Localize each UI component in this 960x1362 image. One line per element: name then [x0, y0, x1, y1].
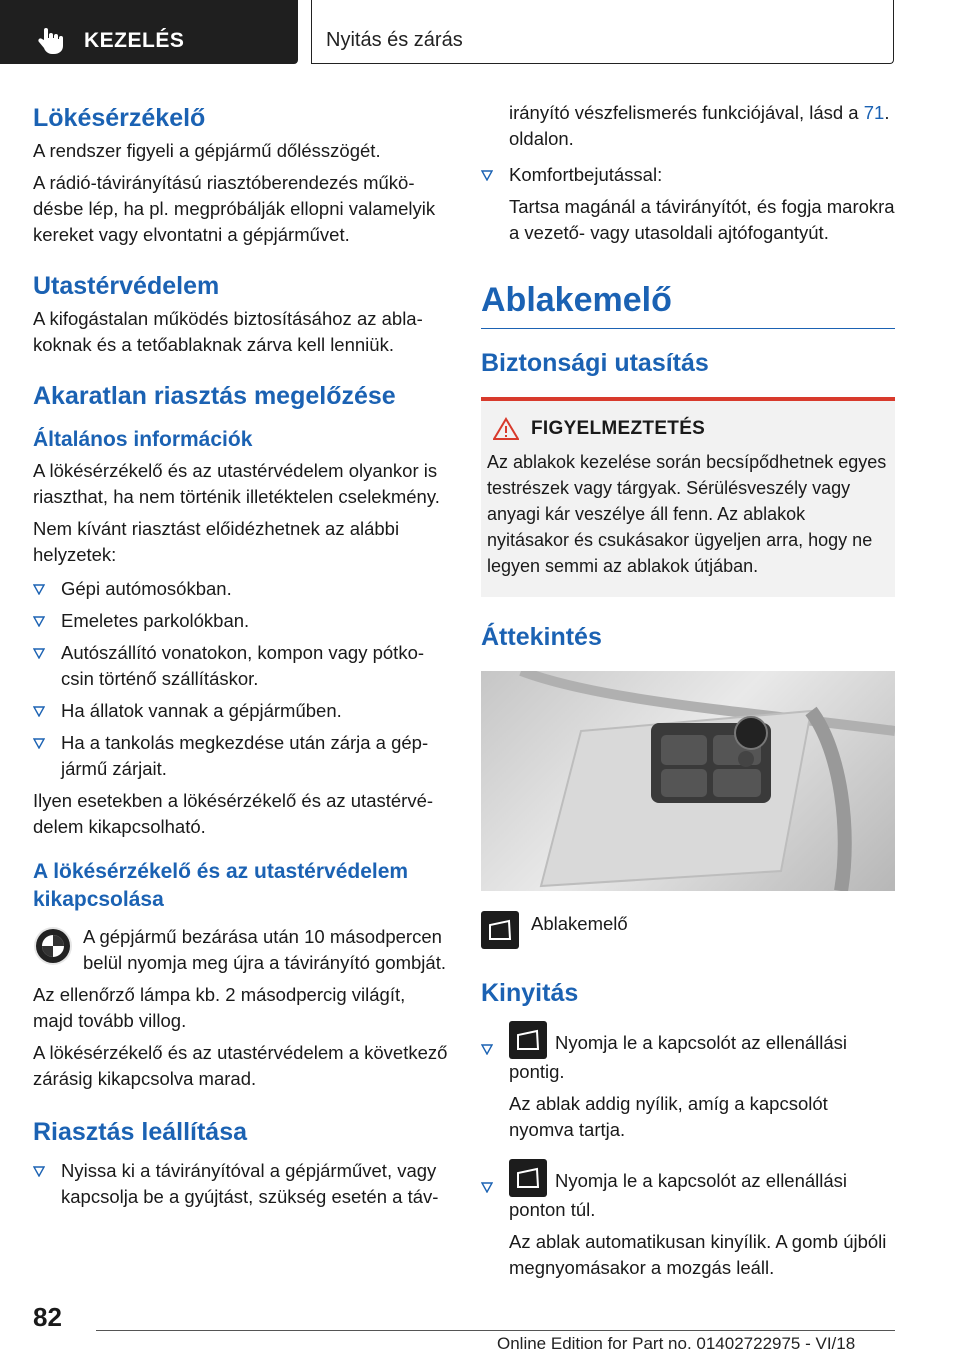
triangle-bullet-icon — [481, 1043, 493, 1055]
list-item: Ha a tankolás megkezdése után zárja a gépjármű zárjait. — [33, 730, 448, 782]
right-column — [481, 100, 895, 1281]
triangle-bullet-icon — [481, 1181, 493, 1193]
legend-label: Ablakemelő — [531, 913, 628, 934]
heading-shock-sensor: Lökésérzékelő — [33, 104, 206, 132]
warning-box — [481, 397, 895, 597]
heading-avoid-false-alarm: Akaratlan riasztás megelőzése — [33, 382, 396, 410]
edition-info: Online Edition for Part no. 01402722975 - VI/18 — [497, 1334, 856, 1353]
section-tab — [0, 0, 298, 64]
heading-stop-alarm: Riasztás leállítása — [33, 1118, 248, 1146]
paragraph: A gépjármű bezárása után 10 másodpercen belül nyomja meg újra a távirányító gombját. — [83, 926, 446, 973]
triangle-bullet-icon — [33, 705, 45, 717]
triangle-bullet-icon — [481, 169, 493, 181]
hand-pointer-icon — [36, 26, 66, 56]
triangle-bullet-icon — [33, 1165, 45, 1177]
remote-instruction — [33, 924, 448, 976]
heading-overview: Áttekintés — [481, 623, 602, 651]
window-switch-icon — [509, 1159, 547, 1197]
triangle-bullet-icon — [33, 583, 45, 595]
heading-open: Kinyitás — [481, 979, 579, 1007]
door-panel-illustration — [481, 671, 895, 891]
warning-header — [487, 417, 887, 441]
heading-safety: Biztonsági utasítás — [481, 349, 709, 377]
list-item: Gépi autómosókban. — [33, 576, 448, 602]
heading-rule — [481, 328, 895, 329]
window-switch-icon — [481, 911, 519, 949]
paragraph: A kifogástalan működés biztosításához az ablakoknak és a tetőablaknak zárva kell lenniük. — [33, 308, 423, 355]
warning-triangle-icon — [493, 417, 519, 441]
triangle-bullet-icon — [33, 737, 45, 749]
list-item: Nyomja le a kapcsolót az ellenállási ponton túl. — [481, 1159, 895, 1223]
list-item: Komfortbejutással: — [481, 162, 895, 188]
warning-title: FIGYELMEZTETÉS — [531, 418, 706, 439]
chapter-title: Nyitás és zárás — [326, 29, 463, 51]
paragraph: Az ablak automatikusan kinyílik. A gomb újbóli megnyomásakor a mozgás leáll. — [509, 1231, 887, 1278]
warning-text: Az ablakok kezelése során becsípődhetnek egyes testrészek vagy tárgyak. Sérülésveszély vagy anyagi kár veszélye áll fenn. Az ablakok nyitásakor és csukásakor ügyeljen arra, hogy ne legyen semmi az ablakok útjában. — [487, 452, 887, 576]
list-item: Emeletes parkolókban. — [33, 608, 448, 634]
bmw-logo-icon — [33, 926, 73, 966]
section-title: KEZELÉS — [84, 29, 185, 52]
subheading-general-info: Általános információk — [33, 428, 253, 451]
paragraph: Ilyen esetekben a lökésérzékelő és az utastérvédelem kikapcsolható. — [33, 790, 434, 837]
list-item: Nyissa ki a távirányítóval a gépjárművet, vagy kapcsolja be a gyújtást, szükség esetén a táv- — [33, 1158, 448, 1210]
chapter-header — [311, 0, 894, 64]
situation-list — [33, 576, 448, 782]
list-item-continued: irányító vészfelismerés funkciójával, lásd a 71. oldalon. — [509, 102, 890, 149]
page-link[interactable]: 71 — [863, 102, 885, 123]
window-switch-icon — [509, 1021, 547, 1059]
triangle-bullet-icon — [33, 647, 45, 659]
triangle-bullet-icon — [33, 615, 45, 627]
heading-window-lift: Ablakemelő — [481, 281, 672, 319]
paragraph: Tartsa magánál a távirányítót, és fogja marokra a vezető- vagy utasoldali ajtófogantyút. — [509, 196, 895, 243]
paragraph: A lökésérzékelő és az utastérvédelem olyankor is riaszthat, ha nem történik illetéktelen cselekmény. — [33, 460, 440, 507]
window-switch-photo — [481, 671, 895, 891]
list-item: Autószállító vonatokon, kompon vagy pótkocsin történő szállításkor. — [33, 640, 448, 692]
legend-row — [481, 911, 895, 949]
paragraph: A lökésérzékelő és az utastérvédelem a következő zárásig kikapcsolva marad. — [33, 1042, 448, 1089]
list-item: Ha állatok vannak a gépjárműben. — [33, 698, 448, 724]
paragraph: Az ellenőrző lámpa kb. 2 másodpercig világít, majd tovább villog. — [33, 984, 406, 1031]
page-number: 82 — [33, 1302, 62, 1332]
paragraph: A rádió-távirányítású riasztóberendezés működésbe lép, ha pl. megpróbálják ellopni valamelyik kereket vagy elvontatni a gépjárművet. — [33, 172, 436, 245]
heading-interior-protection: Utastérvédelem — [33, 272, 220, 300]
paragraph: Az ablak addig nyílik, amíg a kapcsolót nyomva tartja. — [509, 1093, 828, 1140]
left-column — [33, 100, 448, 1210]
paragraph: A rendszer figyeli a gépjármű dőlésszögét. — [33, 140, 381, 161]
list-item: Nyomja le a kapcsolót az ellenállási pontig. — [481, 1021, 895, 1085]
footer-rule — [96, 1330, 895, 1331]
heading-disable-sensors: A lökésérzékelő és az utastérvédelem kikapcsolása — [33, 860, 409, 911]
paragraph: Nem kívánt riasztást előidézhetnek az alábbi helyzetek: — [33, 518, 400, 565]
